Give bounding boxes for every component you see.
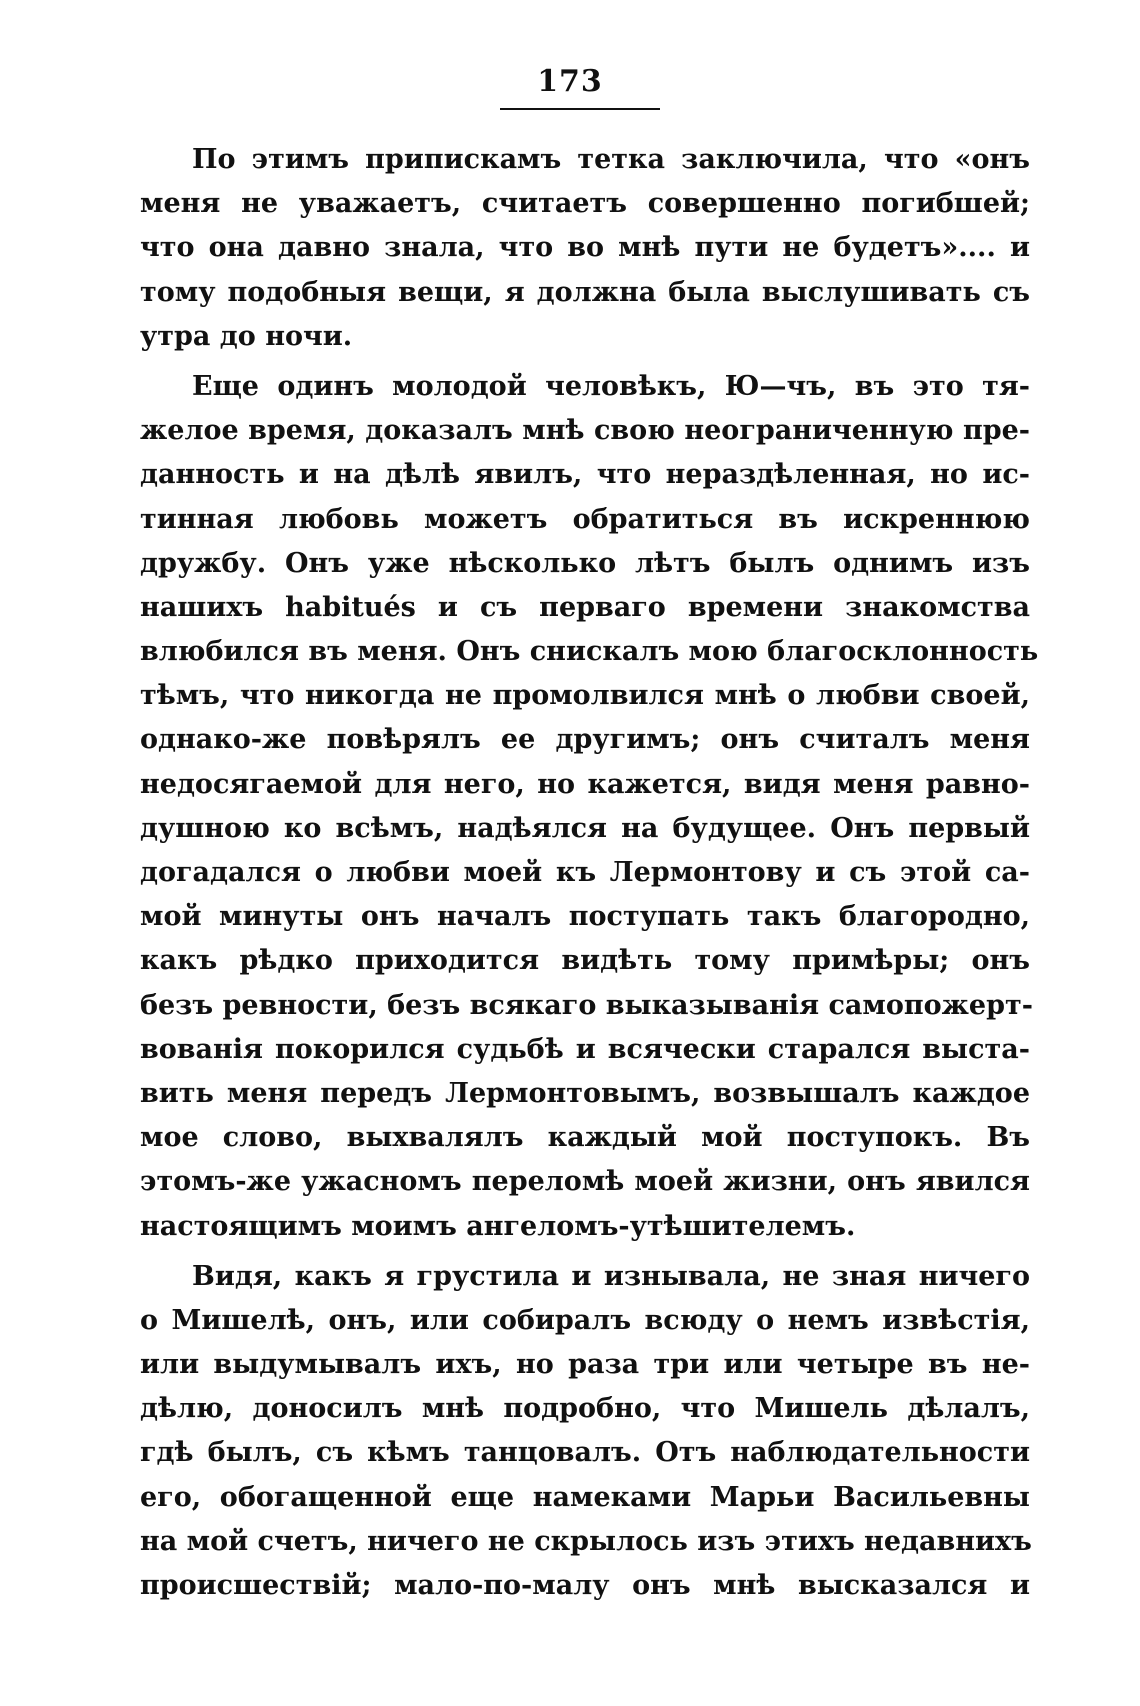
paragraph-2 [140, 365, 1039, 1249]
text-line: нашихъ habitués и съ перваго времени знакомства [140, 591, 1030, 623]
text-line: происшествій; мало-по-малу онъ мнѣ высказался и [140, 1570, 1030, 1601]
text-line: вить меня передъ Лермонтовымъ, возвышалъ каждое [140, 1077, 1030, 1109]
text-line: дѣлю, доносилъ мнѣ подробно, что Мишель дѣлалъ, [140, 1393, 1030, 1425]
text-line: Видя, какъ я грустила и изнывала, не зная ничего [192, 1260, 1030, 1292]
text-line: данность и на дѣлѣ явилъ, что нераздѣленная, но ис- [140, 459, 1030, 491]
text-line: какъ рѣдко приходится видѣть тому примѣры; онъ [140, 945, 1030, 977]
paragraph-3 [140, 1255, 1030, 1609]
text-line: на мой счетъ, ничего не скрылось изъ этихъ недавнихъ [140, 1525, 1032, 1557]
header-rule [500, 108, 660, 110]
text-line: однако-же повѣрялъ ее другимъ; онъ считалъ меня [140, 724, 1030, 756]
text-line: его, обогащенной еще намеками Марьи Васильевны [140, 1481, 1030, 1513]
text-line: тѣмъ, что никогда не промолвился мнѣ о любви своей, [140, 680, 1030, 712]
text-line: тому подобныя вещи, я должна была выслушивать съ [140, 276, 1030, 308]
text-line: вованія покорился судьбѣ и всячески старался выста- [140, 1033, 1030, 1065]
text-line: этомъ-же ужасномъ переломѣ моей жизни, онъ явился [140, 1166, 1030, 1198]
text-line: тинная любовь можетъ обратиться въ искреннюю [140, 503, 1030, 535]
text-line: влюбился въ меня. Онъ снискалъ мою благосклонность [140, 636, 1039, 668]
page-number: 173 [537, 64, 603, 99]
text-line: дружбу. Онъ уже нѣсколько лѣтъ былъ однимъ изъ [140, 547, 1030, 579]
text-line: или выдумывалъ ихъ, но раза три или четыре въ не- [140, 1349, 1030, 1381]
text-line: настоящимъ моимъ ангеломъ-утѣшителемъ. [140, 1210, 856, 1242]
text-line: гдѣ былъ, съ кѣмъ танцовалъ. Отъ наблюдательности [140, 1437, 1030, 1469]
text-line: безъ ревности, безъ всякаго выказыванія самопожерт- [140, 989, 1033, 1021]
text-line: что она давно знала, что во мнѣ пути не будетъ».... и [140, 232, 1030, 264]
text-line: догадался о любви моей къ Лермонтову и съ этой са- [140, 857, 1030, 888]
text-line: мое слово, выхвалялъ каждый мой поступокъ. Въ [140, 1122, 1030, 1154]
paragraph-1 [140, 138, 1030, 359]
text-line: утра до ночи. [140, 320, 353, 352]
text-line: Еще одинъ молодой человѣкъ, Ю—чъ, въ это тя- [192, 370, 1030, 402]
text-line: душною ко всѣмъ, надѣялся на будущее. Онъ первый [140, 812, 1030, 844]
text-line: желое время, доказалъ мнѣ свою неограниченную пре- [140, 415, 1030, 447]
text-line: меня не уважаетъ, считаетъ совершенно погибшей; [140, 188, 1030, 220]
text-line: о Мишелѣ, онъ, или собиралъ всюду о немъ извѣстія, [140, 1304, 1030, 1336]
text-line: недосягаемой для него, но кажется, видя меня равно- [140, 768, 1030, 800]
body-text [140, 138, 1039, 1608]
text-line: мой минуты онъ началъ поступать такъ благородно, [140, 901, 1030, 933]
text-line: По этимъ припискамъ тетка заключила, что «онъ [192, 144, 1030, 175]
